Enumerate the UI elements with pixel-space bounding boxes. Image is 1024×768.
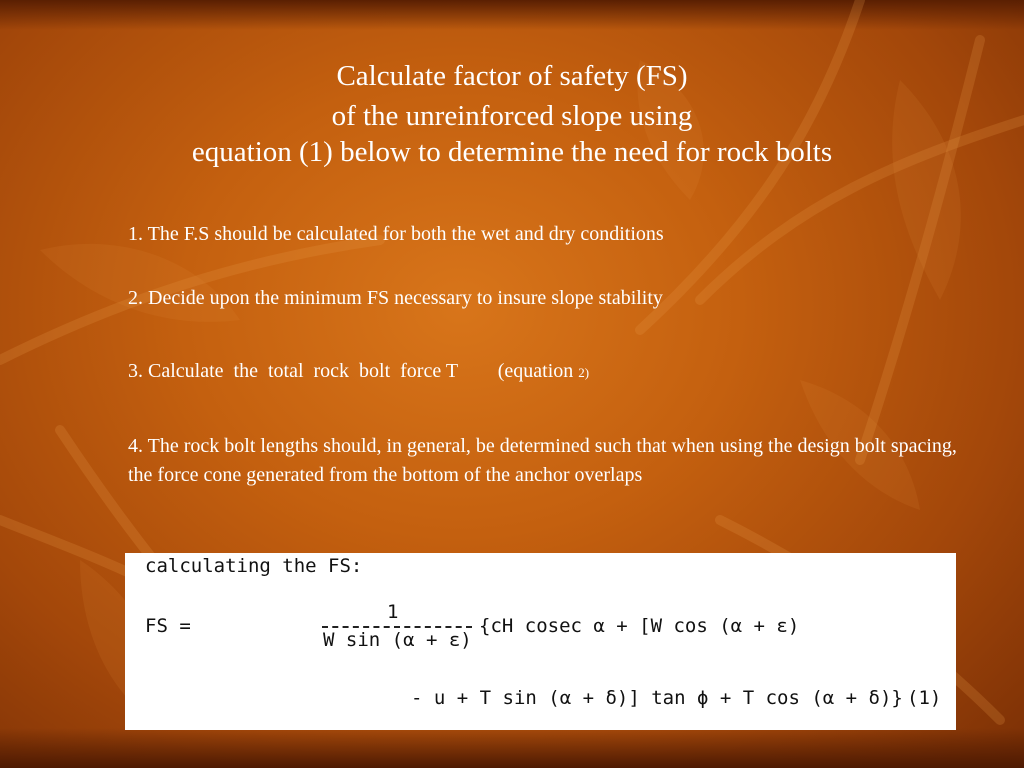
fraction-bar	[322, 626, 472, 628]
title-line-1: Calculate factor of safety (FS)	[336, 60, 688, 92]
list-item	[128, 284, 958, 313]
list-item	[128, 432, 958, 490]
formula-lhs: FS =	[145, 615, 191, 637]
list-item-suffix: 2)	[578, 365, 590, 380]
slide-title	[0, 55, 1024, 169]
title-line-3: equation (1) below to determine the need for rock bolts	[191, 136, 833, 168]
title-line-2: of the unreinforced slope using	[331, 100, 693, 132]
list-item	[128, 357, 958, 387]
formula-numerator: 1	[387, 601, 399, 623]
bottom-shade-bar	[0, 728, 1024, 768]
formula-denominator: W sin (α + ε)	[323, 629, 472, 651]
list-item-text: 1. The F.S should be calculated for both the wet and dry conditions	[128, 223, 664, 245]
formula-rhs-line-2: - u + T sin (α + δ)] tan ϕ + T cos (α + δ)}	[411, 687, 903, 709]
formula-rhs-line-1: {cH cosec α + [W cos (α + ε)	[479, 615, 800, 637]
list-item-text: 2. Decide upon the minimum FS necessary to insure slope stability	[128, 287, 663, 309]
formula-image	[125, 553, 956, 730]
formula-heading: calculating the FS:	[145, 555, 363, 577]
list-item-text: 4. The rock bolt lengths should, in general, be determined such that when using the design bolt spacing, the force cone generated from the bottom of the anchor overlaps	[128, 435, 957, 486]
list-item-text: 3. Calculate the total rock bolt force T (equation	[128, 360, 579, 382]
list-item	[128, 220, 958, 249]
equation-number: (1)	[907, 687, 942, 709]
